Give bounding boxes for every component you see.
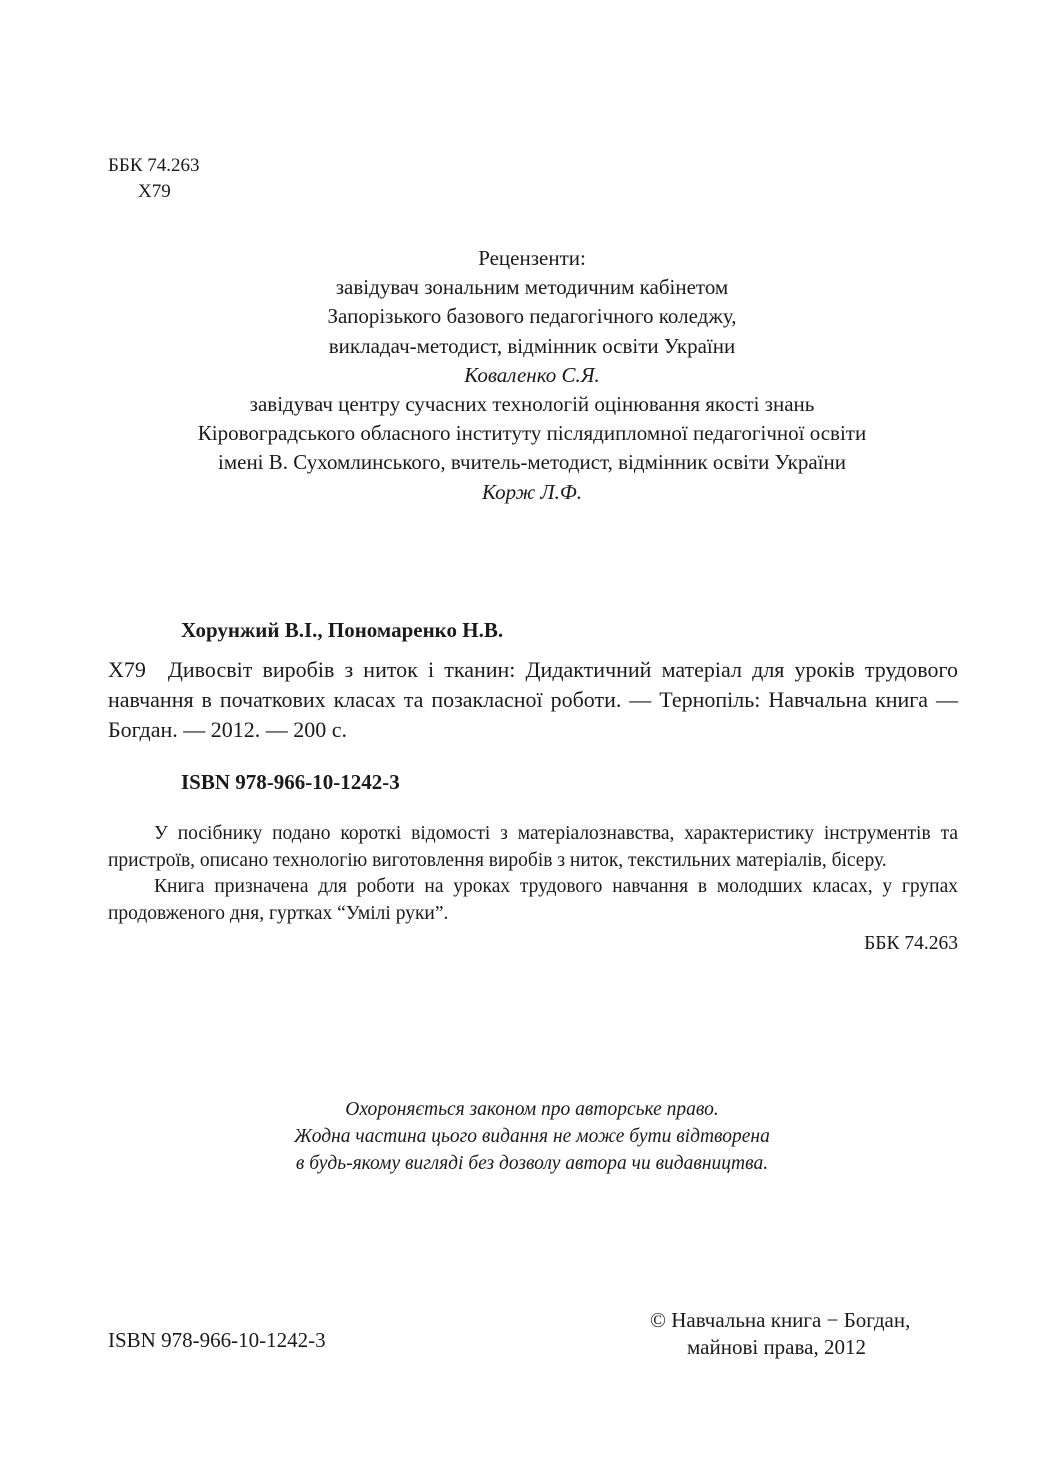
reviewer1-position-line: Запорізького базового педагогічного коледжу, <box>327 304 737 329</box>
classification-block <box>108 153 200 205</box>
publisher-line: майнові права, 2012 <box>687 1335 866 1359</box>
reviewer2-name: Корж Л.Ф. <box>481 479 583 504</box>
copyright-notice-line: Охороняється законом про авторське право. <box>345 1099 719 1120</box>
reviewer2-position-line: Кіровоградського обласного інституту післядипломної педагогічної освіти <box>197 421 867 446</box>
reviewer1-position-line: викладач-методист, відмінник освіти України <box>328 333 736 358</box>
catalog-entry <box>108 655 958 745</box>
catalog-author-mark: Х79 <box>108 657 146 682</box>
catalog-description: Дивосвіт виробів з ниток і тканин: Дидактичний матеріал для уроків трудового навчання в початкових класах та позакласної роботи. — Тернопіль: Навчальна книга — Богдан. — 2012. — 200 с. <box>108 657 958 742</box>
reviewer2-position-line: завідувач центру сучасних технологій оцінювання якості знань <box>249 392 815 417</box>
abstract-paragraph: У посібнику подано короткі відомості з матеріалознавства, характеристику інструментів та пристроїв, описано технологію виготовлення виробів з ниток, текстильних матеріалів, бісеру. <box>108 823 958 871</box>
publisher-copyright <box>650 1307 910 1361</box>
bbk-code: ББК 74.263 <box>108 155 200 176</box>
abstract-block <box>108 821 958 958</box>
reviewer1-position-line: завідувач зональним методичним кабінетом <box>335 275 729 300</box>
abstract-bbk: ББК 74.263 <box>864 933 958 954</box>
abstract-paragraph: Книга призначена для роботи на уроках трудового навчання в молодших класах, у групах продовженого дня, гуртках “Умілі руки”. <box>108 876 958 924</box>
reviewers-heading: Рецензенти: <box>478 246 586 270</box>
copyright-notice-line: Жодна частина цього видання не може бути відтворена <box>294 1126 770 1147</box>
reviewer1-name: Коваленко С.Я. <box>464 362 600 387</box>
authors-heading: Хорунжий В.І., Пономаренко Н.В. <box>181 618 504 642</box>
catalog-isbn: ISBN 978-966-10-1242-3 <box>181 770 400 794</box>
copyright-notice <box>108 1096 956 1177</box>
reviewer2-position-line: імені В. Сухомлинського, вчитель-методист, відмінник освіти України <box>218 450 846 475</box>
copyright-notice-line: в будь-якому вигляді без дозволу автора чи видавництва. <box>295 1153 769 1174</box>
reviewers-block <box>108 244 956 507</box>
author-mark: Х79 <box>138 181 171 202</box>
publisher-line: © Навчальна книга − Богдан, <box>650 1308 911 1332</box>
footer-isbn: ISBN 978-966-10-1242-3 <box>108 1328 326 1352</box>
